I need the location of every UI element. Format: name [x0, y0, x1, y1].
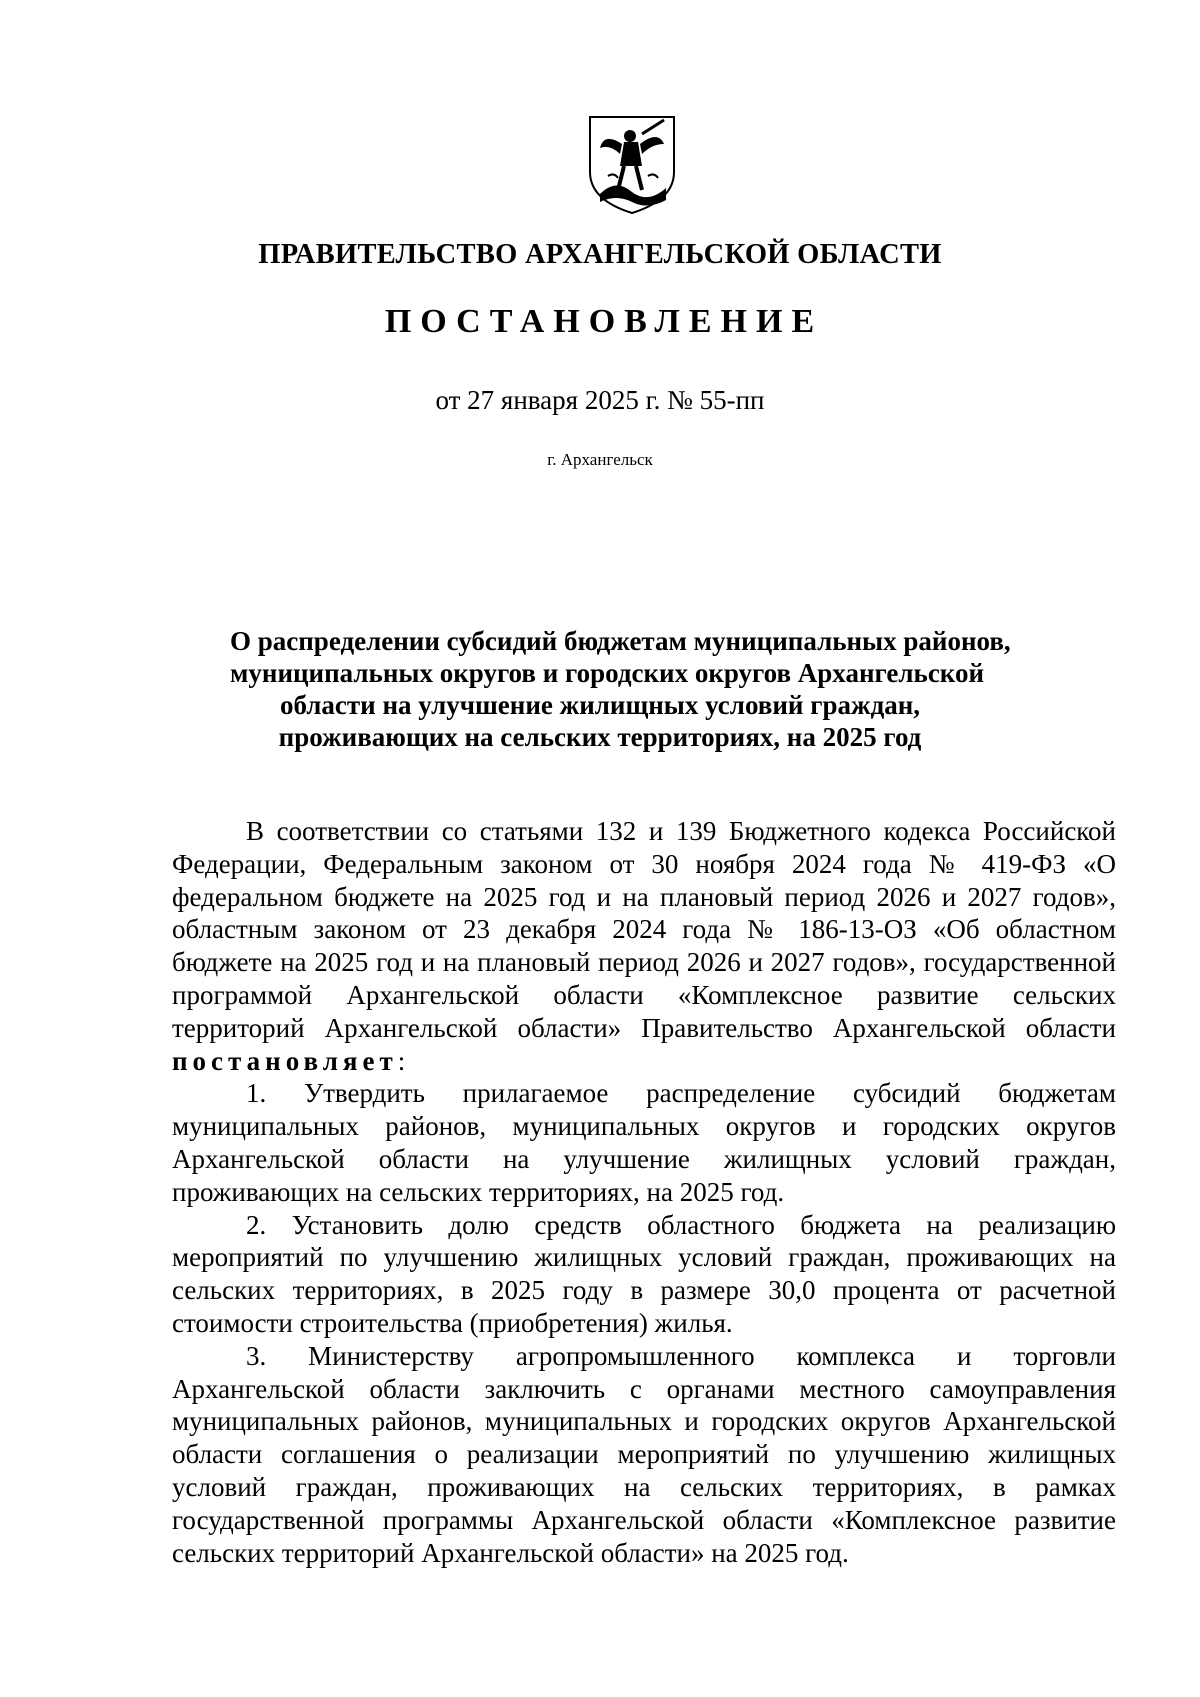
- decree-word: постановляет: [172, 1045, 398, 1076]
- title-line: муниципальных округов и городских округов Архангельской: [230, 658, 985, 688]
- city: г. Архангельск: [547, 450, 653, 469]
- preamble-paragraph: [172, 815, 1116, 1077]
- decree-colon: :: [397, 1045, 406, 1076]
- title-line: проживающих на сельских территориях, на 2025 год: [278, 722, 922, 752]
- document-title: [230, 625, 1011, 753]
- item-paragraph-2: 2. Установить долю средств областного бюджета на реализацию мероприятий по улучшению жилищных условий граждан, проживающих на сельских территориях, в 2025 году в размере 30,0 процента от расчетной стоимости строительства (приобретения) жилья.: [172, 1209, 1116, 1338]
- preamble-text: В соответствии со статьями 132 и 139 Бюджетного кодекса Российской Федерации, Федеральным законом от 30 ноября 2024 года № 419-ФЗ «О федеральном бюджете на 2025 год и на плановый период 2026 и 2027 годов», областным законом от 23 декабря 2024 года № 186-13-ОЗ «Об областном бюджете на 2025 год и на плановый период 2026 и 2027 годов», государственной программой Архангельской области «Комплексное развитие сельских территорий Архангельской области» Правительство Архангельской области: [172, 816, 1116, 1043]
- item-paragraph-3: 3. Министерству агропромышленного комплекса и торговли Архангельской области заключить с органами местного самоуправления муниципальных районов, муниципальных и городских округов Архангельской области соглашения о реализации мероприятий по улучшению жилищных условий граждан, проживающих на сельских территориях, в рамках государственной программы Архангельской области «Комплексное развитие сельских территорий Архангельской области» на 2025 год.: [172, 1340, 1116, 1568]
- government-name: ПРАВИТЕЛЬСТВО АРХАНГЕЛЬСКОЙ ОБЛАСТИ: [258, 239, 942, 270]
- coat-of-arms-emblem-icon: [586, 114, 678, 216]
- title-line: области на улучшение жилищных условий граждан,: [279, 690, 921, 720]
- document-body: [172, 815, 1116, 1569]
- document-type: ПОСТАНОВЛЕНИЕ: [384, 303, 824, 340]
- item-paragraph-1: 1. Утвердить прилагаемое распределение субсидий бюджетам муниципальных районов, муниципальных округов и городских округов Архангельской области на улучшение жилищных условий граждан, проживающих на сельских территориях, на 2025 год.: [172, 1078, 1116, 1207]
- date-and-number: от 27 января 2025 г. № 55-пп: [435, 385, 765, 415]
- title-line: О распределении субсидий бюджетам муниципальных районов,: [230, 626, 1011, 656]
